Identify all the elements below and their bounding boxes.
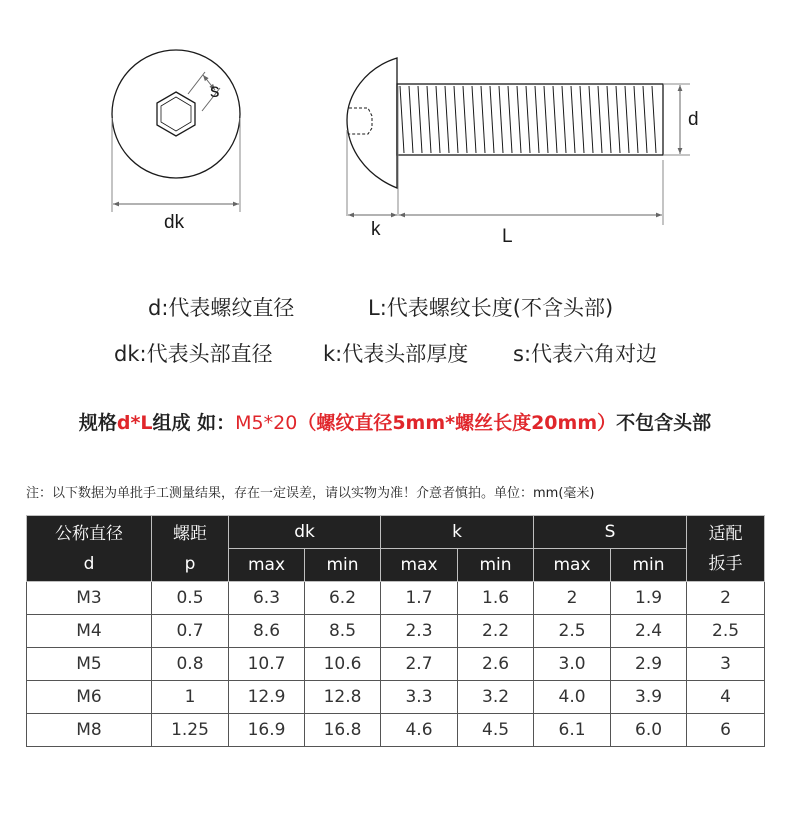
table-cell: 2 (687, 582, 765, 615)
thread-line (625, 86, 629, 153)
thread-line (472, 86, 476, 153)
thread-line (598, 86, 602, 153)
thread-line (427, 86, 431, 153)
thread-line (463, 86, 467, 153)
table-cell: 2.7 (381, 648, 458, 681)
header-dk: dk (229, 516, 381, 549)
thread-line (418, 86, 422, 153)
button-head (347, 58, 397, 188)
header-k-min: min (458, 549, 534, 582)
table-cell: 2.6 (458, 648, 534, 681)
hidden-socket (349, 108, 372, 134)
table-cell: 6.1 (534, 714, 611, 747)
thread-line (454, 86, 458, 153)
d-label: d (688, 109, 699, 130)
table-cell: 12.9 (229, 681, 305, 714)
table-cell: 6.2 (305, 582, 381, 615)
table-cell: 3.3 (381, 681, 458, 714)
legend-s: s:代表六角对边 (513, 342, 658, 366)
thread-line (607, 86, 611, 153)
thread-line (445, 86, 449, 153)
legend-d: d:代表螺纹直径 (148, 296, 295, 320)
table-cell: 3.2 (458, 681, 534, 714)
thread-line (553, 86, 557, 153)
table-cell: M4 (27, 615, 152, 648)
header-nominal-diameter: 公称直径 d (27, 516, 152, 582)
table-cell: 10.7 (229, 648, 305, 681)
s-extension-1 (188, 72, 205, 94)
header-k-max: max (381, 549, 458, 582)
table-cell: M6 (27, 681, 152, 714)
measurement-note: 注：以下数据为单批手工测量结果，存在一定误差，请以实物为准！介意者慎拍。单位：mm(毫米) (26, 486, 595, 501)
table-cell: 0.5 (152, 582, 229, 615)
top-view (112, 50, 240, 212)
header-s-min: min (611, 549, 687, 582)
header-dk-min: min (305, 549, 381, 582)
table-cell: 1 (152, 681, 229, 714)
k-label: k (371, 219, 381, 240)
thread-line (517, 86, 521, 153)
table-cell: 1.25 (152, 714, 229, 747)
table-cell: 8.5 (305, 615, 381, 648)
legend-L: L:代表螺纹长度(不含头部) (368, 296, 614, 320)
table-cell: 3.9 (611, 681, 687, 714)
thread-line (508, 86, 512, 153)
table-cell: 16.8 (305, 714, 381, 747)
header-dk-max: max (229, 549, 305, 582)
header-s: S (534, 516, 687, 549)
table-cell: 4.5 (458, 714, 534, 747)
table-row (27, 582, 765, 615)
hex-socket-inner (161, 97, 191, 131)
table-cell: 4.0 (534, 681, 611, 714)
dimension-table (26, 515, 765, 747)
table-row (27, 615, 765, 648)
thread-line (499, 86, 503, 153)
spec-dl: d*L (116, 412, 153, 434)
head-outline-circle (112, 50, 240, 178)
thread-line (535, 86, 539, 153)
thread-line (436, 86, 440, 153)
table-cell: 6.0 (611, 714, 687, 747)
table-cell: 10.6 (305, 648, 381, 681)
spec-mid: 组成 如： (152, 412, 236, 434)
table-cell: 0.8 (152, 648, 229, 681)
table-cell: 6.3 (229, 582, 305, 615)
table-cell: M3 (27, 582, 152, 615)
thread-line (616, 86, 620, 153)
side-view (347, 58, 690, 225)
table-cell: 2.2 (458, 615, 534, 648)
table-cell: M5 (27, 648, 152, 681)
table-cell: M8 (27, 714, 152, 747)
table-cell: 4 (687, 681, 765, 714)
hex-socket (157, 92, 195, 136)
table-cell: 16.9 (229, 714, 305, 747)
header-wrench: 适配 扳手 (687, 516, 765, 582)
s-label: s (210, 81, 220, 102)
spec-prefix: 规格 (78, 412, 117, 434)
table-cell: 2.9 (611, 648, 687, 681)
table-cell: 2 (534, 582, 611, 615)
screw-diagram (0, 0, 790, 260)
table-cell: 2.5 (534, 615, 611, 648)
table-cell: 0.7 (152, 615, 229, 648)
table-cell: 2.4 (611, 615, 687, 648)
table-cell: 2.5 (687, 615, 765, 648)
table-row (27, 714, 765, 747)
thread-line (400, 86, 404, 153)
thread-line (652, 86, 656, 153)
thread-line (409, 86, 413, 153)
table-cell: 1.6 (458, 582, 534, 615)
table-row (27, 681, 765, 714)
table-cell: 1.7 (381, 582, 458, 615)
thread-line (481, 86, 485, 153)
thread-line (589, 86, 593, 153)
table-cell: 3 (687, 648, 765, 681)
thread-line (490, 86, 494, 153)
thread-line (544, 86, 548, 153)
thread-line (571, 86, 575, 153)
spec-line (0, 408, 790, 435)
header-k: k (381, 516, 534, 549)
thread-line (580, 86, 584, 153)
dk-label: dk (164, 212, 185, 233)
spec-example: M5*20 (235, 412, 298, 434)
table-cell: 12.8 (305, 681, 381, 714)
thread-line (643, 86, 647, 153)
thread-line (562, 86, 566, 153)
header-pitch: 螺距 p (152, 516, 229, 582)
table-cell: 4.6 (381, 714, 458, 747)
spec-suffix: 不包含头部 (616, 412, 712, 434)
header-s-max: max (534, 549, 611, 582)
legend-k: k:代表头部厚度 (323, 342, 469, 366)
table-cell: 2.3 (381, 615, 458, 648)
thread-line (634, 86, 638, 153)
legend-dk: dk:代表头部直径 (114, 342, 273, 366)
spec-explain: （螺纹直径5mm*螺丝长度20mm） (297, 412, 617, 434)
thread-lines (400, 86, 656, 153)
table-cell: 6 (687, 714, 765, 747)
table-cell: 3.0 (534, 648, 611, 681)
table-cell: 1.9 (611, 582, 687, 615)
L-label: L (502, 226, 513, 247)
table-cell: 8.6 (229, 615, 305, 648)
thread-line (526, 86, 530, 153)
table-row (27, 648, 765, 681)
